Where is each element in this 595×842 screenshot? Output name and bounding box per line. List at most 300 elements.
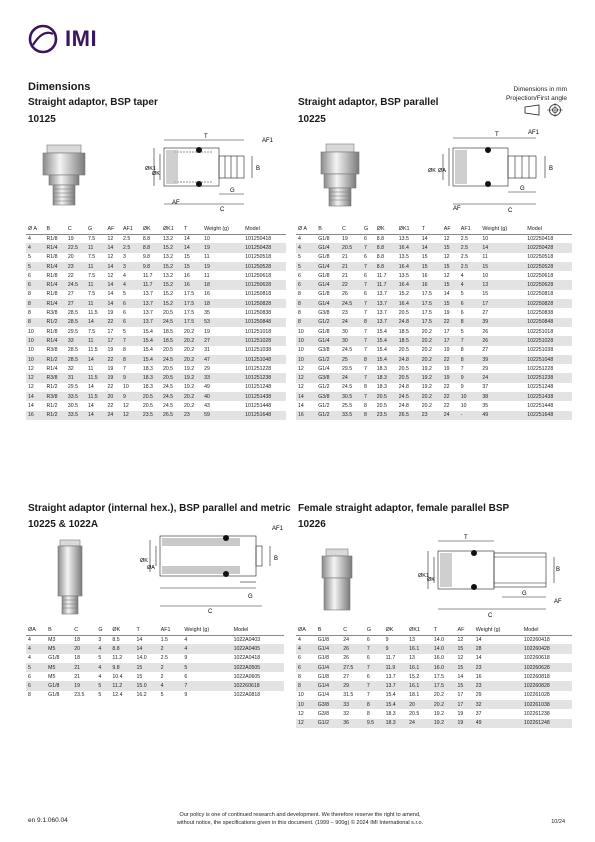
table-cell: 23 [474,681,522,690]
table-cell: 16.0 [432,663,456,672]
table-cell: 10 [26,355,45,364]
table-cell: 4 [121,280,141,289]
table-cell: 102250528 [525,262,572,271]
table-cell: 8 [362,318,375,327]
table-row [26,290,286,299]
table-cell: 9.8 [110,663,134,672]
table-cell: 16 [182,280,202,289]
table-cell: 20.2 [433,692,444,699]
table-cell: 7 [365,644,384,653]
table-cell: 24.5 [162,402,174,409]
table-cell: 36 [341,719,365,728]
table-cell: 9 [460,384,464,391]
table-cell: 15.4 [141,355,161,364]
table-cell: 23 [66,262,86,271]
table-cell: 12 [296,719,316,728]
table-cell: 19 [202,243,243,252]
table-cell: 8 [123,347,126,354]
column-header: B [316,626,342,635]
table-cell: 16.1 [407,644,432,653]
table-cell: 24.5 [340,299,362,308]
column-header: ØK [384,626,408,635]
table-cell: 15.2 [409,673,420,680]
table-cell: 17 [457,692,464,699]
table-cell: 7 [366,692,370,699]
table-cell: 18 [202,280,243,289]
table-cell: G1/4 [316,299,340,308]
dim-label-c: C [488,613,493,617]
table-cell: 21 [340,262,362,271]
dim-label-t: T [495,132,499,138]
table-cell: 20.2 [182,355,202,364]
table-cell: 8 [365,700,384,709]
table-cell: 8 [298,310,301,317]
table-cell: 102250418 [527,235,554,242]
table-cell: 24.8 [398,402,409,409]
column-header: Model [522,626,572,635]
dim-label-ok: ØK [140,558,148,564]
table-cell: 15 [135,663,159,672]
table-cell: 10 [298,692,304,699]
dim-label-oa: ØA [147,565,155,571]
table-header-row [26,626,284,635]
column-header: ØK [141,225,161,234]
table-cell: 10 [482,272,489,279]
table-cell: 1022A0418 [233,655,261,662]
table-cell: 19.2 [184,365,195,372]
table-cell: 7 [362,280,375,289]
table-cell: 22 [442,392,459,401]
table-cell: 32 [343,711,349,718]
table-cell: 13.7 [142,310,153,317]
table-cell: 19 [72,681,96,690]
table-cell: 102251438 [525,392,572,401]
table-row [296,672,572,681]
table-cell: 11.7 [385,655,396,662]
table-cell: 11 [86,262,106,271]
table-cell: 12 [298,711,304,718]
table-cell: 13 [480,280,525,289]
table-cell: 6 [28,272,31,279]
table-cell: 8 [459,318,481,327]
table-cell: R1/2 [45,355,66,364]
table-cell: 20.2 [420,392,442,401]
table-cell: 7 [460,365,464,372]
table-cell: 6 [123,310,126,317]
table-cell: 8 [26,318,45,327]
table-cell: 7 [363,328,367,335]
table-cell: 13 [409,636,415,643]
table-cell: 24 [340,373,362,382]
table-cell: 15.4 [142,328,153,335]
spec-table-bsp-parallel [296,225,572,420]
table-cell: 16.1 [407,681,432,690]
table-cell: 19 [107,310,114,317]
table-cell: 2.5 [123,235,131,242]
table-cell: 18.3 [376,365,387,372]
table-cell: 6 [460,310,464,317]
table-cell: 5 [28,254,31,261]
table-cell: 4 [28,636,31,643]
table-cell: 11.2 [110,681,134,690]
table-cell: 101250828 [243,299,286,308]
table-cell: 13 [409,655,415,662]
table-cell: 27 [202,336,243,345]
column-header: Weight (g) [474,626,522,635]
table-cell: 18.3 [385,711,396,718]
table-cell: 15.2 [161,299,182,308]
table-cell: 102250518 [527,254,554,261]
table-cell: 101251038 [245,347,272,354]
table-cell: 13.5 [398,235,409,242]
table-cell: 11.7 [141,280,161,289]
table-row [26,262,286,271]
table-cell: 26 [343,655,349,662]
table-cell: 6 [366,636,370,643]
table-cell: 20.2 [421,402,432,409]
table-cell: 7 [459,336,481,345]
table-row [296,383,572,392]
table-cell: 101251648 [243,411,286,420]
table-cell: 11.5 [87,310,98,317]
table-cell: 23.5 [74,692,85,699]
table-cell: 101251448 [245,402,272,409]
table-cell: G1/4 [316,262,340,271]
table-cell: 10 [26,336,45,345]
table-cell: 16.4 [397,262,420,271]
table-cell: 101251248 [245,384,272,391]
table-cell: 24.5 [342,347,353,354]
column-header: ØK1 [161,225,182,234]
table-cell: - [459,411,481,420]
table-row [26,364,286,373]
table-cell: R1/8 [46,254,58,261]
table-row [26,383,286,392]
table-row [26,355,286,364]
table-cell: 102250848 [525,318,572,327]
table-cell: 10 [460,402,467,409]
table-cell: 7 [365,681,384,690]
table-cell: 17 [455,700,473,709]
table-cell: 27 [343,673,349,680]
table-row [296,346,572,355]
table-cell: 5 [98,655,102,662]
dim-label-af1: AF1 [262,138,274,144]
table-cell: 39 [480,355,525,364]
table-cell: 6 [363,272,367,279]
table-cell: 8 [298,291,301,298]
table-cell: 20.5 [162,347,174,354]
table-cell: 29.5 [342,365,353,372]
table-cell: 101250528 [243,262,286,271]
table-cell: 21 [342,254,348,261]
table-row [26,299,286,308]
table-cell: 24 [407,719,432,728]
table-cell: 14 [87,402,94,409]
footer-disclaimer-line1: Our policy is one of continued research and development. We therefore reserve the right to amend, [179,812,421,818]
table-cell: 23 [474,663,522,672]
table-cell: 6 [26,280,45,289]
table-cell: 102250628 [525,280,572,289]
table-cell: 15.0 [135,681,159,690]
table-cell: 16.1 [407,663,432,672]
footer-disclaimer [120,812,480,827]
table-cell: 14 [107,291,114,298]
table-cell: 20.5 [375,392,397,401]
table-row [296,700,572,709]
table-cell: 6 [366,673,370,680]
table-cell: 23.5 [141,411,161,420]
table-cell: 16 [420,280,442,289]
table-cell: 14 [106,299,122,308]
table-cell: 10 [296,336,316,345]
table-cell: 6 [184,673,188,680]
table-cell: 26.5 [161,411,182,420]
table-cell: 19 [204,328,210,335]
table-cell: 7 [362,299,375,308]
table-cell: R3/8 [46,347,58,354]
spec-table-bsp-taper [26,225,286,420]
dim-label-c: C [508,208,513,212]
table-row [296,654,572,663]
dimension-note [506,85,567,103]
table-cell: 102260828 [522,681,572,690]
table-cell: 26.5 [397,411,420,420]
table-cell: 15 [482,291,489,298]
table-cell: 21 [74,673,81,680]
column-header: T [135,626,159,635]
dim-label-af1: AF1 [272,526,284,532]
product-photo-bsp-parallel [312,140,368,210]
table-cell: 8 [363,402,367,409]
table-cell: 22 [443,402,450,409]
table-cell: 4 [96,663,110,672]
section-title-internal-hex: Straight adaptor (internal hex.), BSP parallel and metric [28,503,291,514]
table-cell: 12 [443,272,450,279]
column-header: B [316,225,340,234]
table-cell: 15 [480,262,525,271]
table-cell: 14 [86,318,106,327]
table-cell: R1/2 [45,318,66,327]
table-cell: 22 [340,280,362,289]
table-cell: 6 [121,299,141,308]
table-cell: R1/2 [45,411,66,420]
table-cell: 101251028 [243,336,286,345]
table-header-row [296,225,572,234]
table-cell: 18.5 [398,328,409,335]
dim-label-t: T [204,134,208,140]
table-cell: 7 [363,310,367,317]
table-cell: R3/8 [45,392,66,401]
table-cell: 102260618 [232,681,284,690]
table-cell: 43 [204,402,210,409]
table-cell: 13.7 [376,310,387,317]
table-cell: 17.5 [184,310,195,317]
table-cell: 19 [202,262,243,271]
technical-drawing-bsp-parallel [425,126,570,212]
table-cell: G1/4 [317,692,329,699]
dim-label-ok1: ØK1 [145,166,157,172]
table-cell: 11.7 [375,280,397,289]
table-row [296,355,572,364]
table-cell: 16 [184,272,190,279]
technical-drawing-bsp-taper [144,130,284,212]
table-cell: 12 [107,254,114,261]
table-cell: 11 [86,280,106,289]
table-cell: 22 [67,272,74,279]
table-cell: 26 [480,336,525,345]
table-cell: 11.7 [142,272,153,279]
table-cell: 39 [480,318,525,327]
dim-label-af: AF [554,599,562,605]
table-row [26,308,286,317]
table-row [296,644,572,653]
table-cell: 15.2 [161,262,182,271]
table-row [26,411,286,420]
table-cell: 40 [202,392,243,401]
table-cell: 5 [296,262,316,271]
table-cell: 14 [296,392,316,401]
table-cell: 101250838 [245,310,272,317]
table-cell: R1/4 [45,280,66,289]
table-cell: 13.7 [375,318,397,327]
table-cell: 19.2 [420,373,442,382]
table-cell: 1022A0405 [232,644,284,653]
table-cell: 7.5 [87,254,96,261]
table-cell: 33 [202,373,243,382]
table-cell: 19.2 [421,384,432,391]
table-cell: 15.4 [376,347,387,354]
table-cell: 20.2 [184,328,195,335]
table-row [296,663,572,672]
table-cell: 24 [480,373,525,382]
column-header: C [341,626,365,635]
table-row [26,672,284,681]
column-header: G [86,225,106,234]
table-cell: 8 [28,692,31,699]
table-cell: R1/4 [45,243,66,252]
table-cell: 35 [482,402,489,409]
table-cell: 17.5 [420,299,442,308]
column-header: Ø A [26,225,45,234]
table-cell: 22 [106,355,122,364]
table-cell: 24 [106,411,122,420]
spec-table-female-bsp [296,626,572,728]
table-cell: 7 [362,392,375,401]
table-row [296,271,572,280]
table-cell: 2.5 [121,243,141,252]
table-row [26,373,286,382]
table-cell: 24.8 [397,318,420,327]
table-cell: 15 [182,262,202,271]
table-cell: 15.4 [376,328,387,335]
table-cell: 19 [106,373,122,382]
table-cell: 9.5 [365,719,384,728]
table-cell: 37 [482,384,489,391]
table-cell: 17.5 [420,318,442,327]
table-cell: 20.5 [162,365,174,372]
table-row [26,392,286,401]
table-cell: 101250818 [245,291,272,298]
table-cell: 18.3 [376,384,387,391]
table-cell: 15.4 [384,700,408,709]
table-cell: R1/4 [45,299,66,308]
table-cell: 102251228 [527,365,554,372]
table-cell: 19 [457,711,464,718]
table-cell: 14.0 [136,655,147,662]
table-cell: 102250818 [527,291,554,298]
table-cell: 15 [455,644,473,653]
table-cell: 2.5 [459,262,481,271]
table-cell: 25.5 [342,402,353,409]
table-cell: 13.5 [398,254,409,261]
table-cell: G1/2 [316,411,340,420]
table-cell: 15 [442,243,459,252]
table-cell: G1/2 [316,318,340,327]
table-cell: 7 [121,336,141,345]
section-code-bsp-parallel: 10225 [298,114,326,125]
table-cell: 9 [459,373,481,382]
table-cell: 20 [407,700,432,709]
table-cell: 17 [480,299,525,308]
table-row [296,308,572,317]
table-row [26,271,286,280]
table-cell: 13.7 [375,299,397,308]
table-cell: 15 [421,254,428,261]
column-header: AF1 [159,626,183,635]
table-cell: 10 [28,328,34,335]
table-row [26,644,284,653]
table-cell: 32 [474,700,522,709]
table-cell: 24.5 [161,318,182,327]
table-cell: 20.2 [421,328,432,335]
table-cell: 20.2 [420,355,442,364]
table-cell: 12 [457,655,464,662]
table-cell: R1/8 [46,328,58,335]
product-photo-internal-hex [55,537,85,617]
table-cell: 17.5 [184,291,195,298]
table-cell: 20 [106,392,122,401]
table-cell: 19.2 [432,719,456,728]
section-code-bsp-taper: 10125 [28,114,56,125]
dim-label-g: G [230,188,235,194]
dim-label-b: B [274,556,279,562]
table-cell: 24 [442,411,459,420]
table-cell: 12 [28,384,34,391]
table-row [26,663,284,672]
table-cell: 19.2 [421,365,432,372]
table-cell: 20.5 [161,373,182,382]
table-cell: 13.5 [398,272,409,279]
dim-label-b: B [556,567,561,573]
table-cell: 9 [184,692,188,699]
table-cell: 20.5 [162,310,174,317]
table-cell: 23 [182,411,202,420]
table-cell: 12 [298,365,304,372]
table-cell: 16 [26,411,45,420]
column-header: Weight (g) [182,626,231,635]
column-header: C [340,225,362,234]
table-cell: 19 [342,235,348,242]
table-row [296,401,572,410]
table-cell: 5 [298,254,301,261]
table-cell: 16.4 [397,280,420,289]
table-cell: 7 [365,663,384,672]
table-cell: 19 [443,347,450,354]
table-row [296,280,572,289]
table-row [296,719,572,728]
table-cell: R1/2 [46,384,58,391]
